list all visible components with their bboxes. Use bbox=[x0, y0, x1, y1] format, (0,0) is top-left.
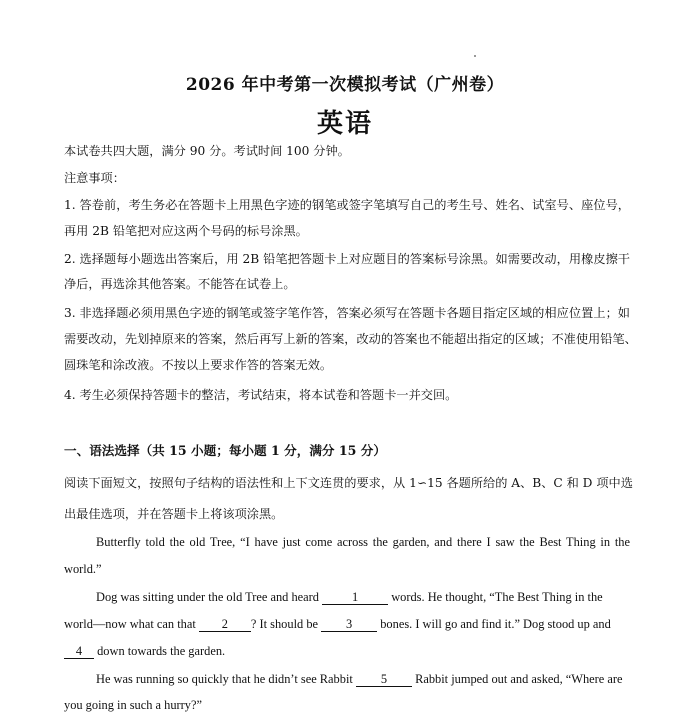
blank-5: 5 bbox=[356, 673, 412, 687]
note-3-line-3: 圆珠笔和涂改液。不按以上要求作答的答案无效。 bbox=[64, 358, 333, 372]
passage-text: He was running so quickly that he didn’t see Rabbit bbox=[96, 672, 353, 686]
note-2-line-1: 2. 选择题每小题选出答案后，用 2B 铅笔把答题卡上对应题目的答案标号涂黑。如需要改动，用橡皮擦干 bbox=[64, 252, 630, 266]
note-1-line-2: 再用 2B 铅笔把对应这两个号码的标号涂黑。 bbox=[64, 224, 308, 238]
section-1-heading: 一、语法选择（共 15 小题；每小题 1 分，满分 15 分） bbox=[64, 443, 386, 458]
passage-text: Rabbit jumped out and asked, “Where are bbox=[415, 672, 623, 686]
note-4: 4. 考生必须保持答题卡的整洁，考试结束，将本试卷和答题卡一并交回。 bbox=[64, 388, 458, 402]
scan-speck bbox=[474, 55, 476, 57]
note-1-line-1: 1. 答卷前，考生务必在答题卡上用黑色字迹的钢笔或签字笔填写自己的考生号、姓名、试室号、座位号， bbox=[64, 198, 630, 212]
passage-text: world—now what can that bbox=[64, 617, 196, 631]
passage-text: down towards the garden. bbox=[97, 644, 226, 658]
note-2-line-2: 净后，再选涂其他答案。不能答在试卷上。 bbox=[64, 277, 296, 291]
section-1-instructions-line-2: 出最佳选项，并在答题卡上将该项涂黑。 bbox=[64, 507, 284, 521]
passage-text: Dog was sitting under the old Tree and heard bbox=[96, 590, 319, 604]
passage-p1-line-1: Butterfly told the old Tree, “I have just come across the garden, and there I saw the Best Thing in the bbox=[96, 535, 630, 549]
passage-text: bones. I will go and find it.” Dog stood up and bbox=[380, 617, 611, 631]
exam-title: 2026 年中考第一次模拟考试（广州卷） bbox=[185, 75, 505, 95]
blank-3: 3 bbox=[321, 618, 377, 632]
note-3-line-2: 需要改动，先划掉原来的答案，然后再写上新的答案，改动的答案也不能超出指定的区域；不准使用铅笔、 bbox=[64, 332, 637, 346]
subject-title: 英语 bbox=[316, 109, 373, 139]
passage-text: words. He thought, “The Best Thing in the bbox=[391, 590, 603, 604]
blank-1: 1 bbox=[322, 591, 388, 605]
passage-p2-line-2 bbox=[64, 616, 630, 632]
passage-p1-line-2: world.” bbox=[64, 562, 102, 576]
passage-p3-line-1 bbox=[96, 671, 630, 687]
section-1-instructions-line-1: 阅读下面短文，按照句子结构的语法性和上下文连贯的要求，从 1∽15 各题所给的 A、B、C 和 D 项中选 bbox=[64, 476, 633, 490]
passage-p3-line-2: you going in such a hurry?” bbox=[64, 698, 202, 712]
blank-4: 4 bbox=[64, 645, 94, 659]
exam-summary: 本试卷共四大题，满分 90 分。考试时间 100 分钟。 bbox=[64, 144, 350, 158]
passage-text: ? It should be bbox=[250, 617, 319, 631]
notes-heading: 注意事项： bbox=[64, 171, 125, 185]
note-3-line-1: 3. 非选择题必须用黑色字迹的钢笔或签字笔作答，答案必须写在答题卡各题目指定区域的相应位置上；如 bbox=[64, 306, 630, 320]
passage-p2-line-3 bbox=[64, 643, 630, 659]
blank-2: 2 bbox=[199, 618, 251, 632]
passage-p2-line-1 bbox=[96, 589, 630, 605]
